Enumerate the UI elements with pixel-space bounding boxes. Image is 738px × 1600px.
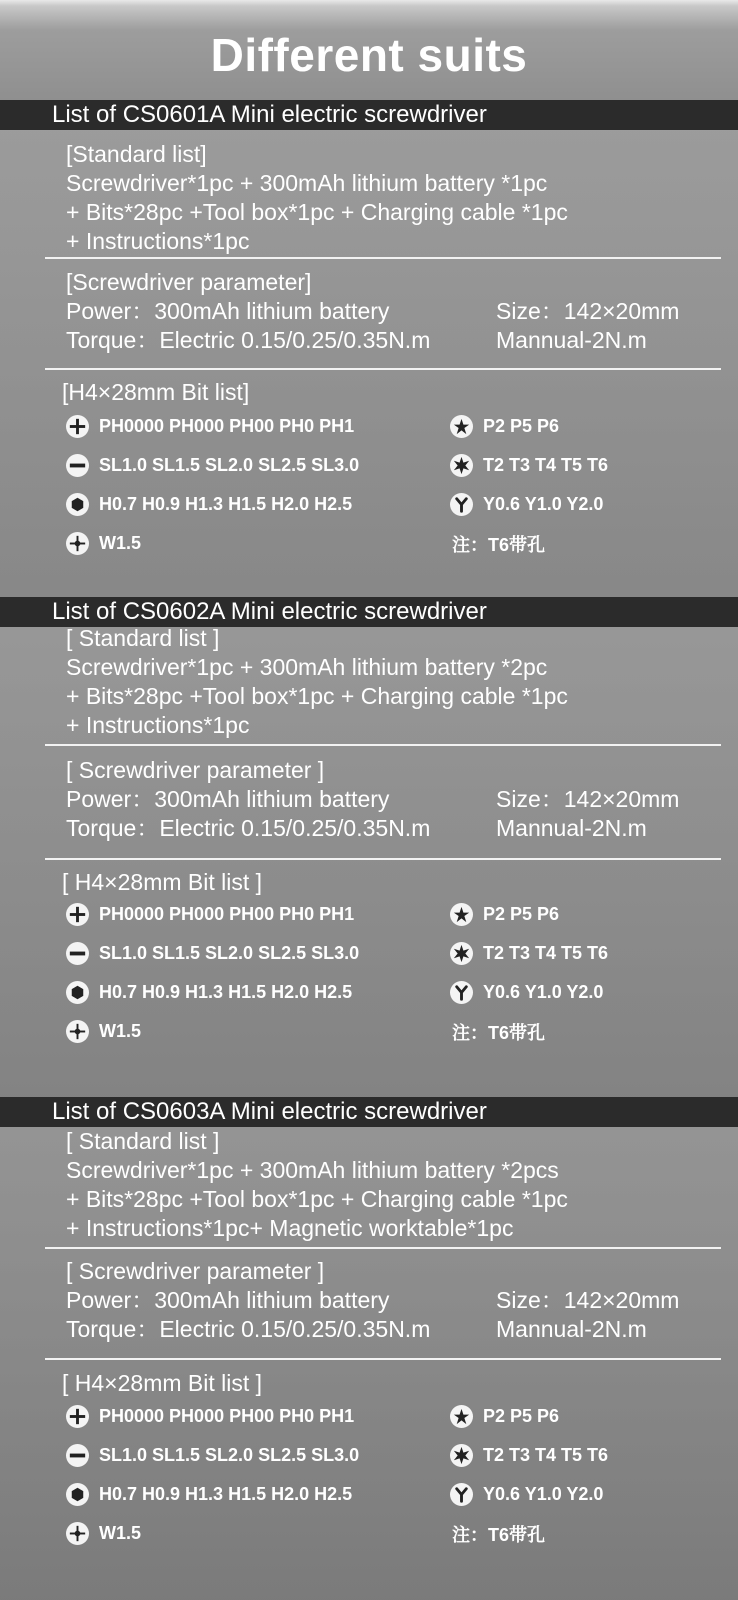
section-cs0602a xyxy=(0,597,738,1097)
standard-line: + Instructions*1pc+ Magnetic worktable*1pc xyxy=(66,1215,514,1241)
divider xyxy=(45,1358,721,1360)
pentalobe-bits: P2 P5 P6 xyxy=(483,904,560,924)
slotted-bits: SL1.0 SL1.5 SL2.0 SL2.5 SL3.0 xyxy=(99,455,360,475)
phillips-bits: PH0000 PH000 PH00 PH0 PH1 xyxy=(99,1406,355,1426)
hex-bits: H0.7 H0.9 H1.3 H1.5 H2.0 H2.5 xyxy=(99,982,353,1002)
tri-wing-bits: Y0.6 Y1.0 Y2.0 xyxy=(483,982,604,1002)
phillips-icon xyxy=(66,1405,89,1428)
tri-wing-icon xyxy=(450,493,473,516)
standard-line: + Instructions*1pc xyxy=(66,228,250,254)
slotted-icon xyxy=(66,942,89,965)
standard-list xyxy=(66,140,706,256)
torx-icon xyxy=(450,942,473,965)
tri-wing-icon xyxy=(450,981,473,1004)
parameter-list xyxy=(66,268,706,355)
cross-w-icon xyxy=(66,532,89,555)
bit-list xyxy=(66,407,706,563)
standard-line: Screwdriver*1pc + 300mAh lithium battery *2pc xyxy=(66,654,548,680)
hex-icon xyxy=(66,493,89,516)
torque-spec: Torque：Electric 0.15/0.25/0.35N.m xyxy=(66,815,431,841)
hex-bits: H0.7 H0.9 H1.3 H1.5 H2.0 H2.5 xyxy=(99,1484,353,1504)
cross-w-icon xyxy=(66,1522,89,1545)
phillips-icon xyxy=(66,415,89,438)
section-header: List of CS0601A Mini electric screwdriver xyxy=(52,101,487,128)
bit-list-title: [H4×28mm Bit list] xyxy=(62,379,250,405)
power-spec: Power：300mAh lithium battery xyxy=(66,1287,390,1313)
pentalobe-bits: P2 P5 P6 xyxy=(483,416,560,436)
standard-list xyxy=(66,624,706,740)
size-spec: Size：142×20mm xyxy=(496,786,680,812)
page-title: Different suits xyxy=(210,29,528,81)
divider xyxy=(45,368,721,370)
standard-line: Screwdriver*1pc + 300mAh lithium battery *2pcs xyxy=(66,1157,559,1183)
cross-w-bits: W1.5 xyxy=(99,533,142,553)
pentalobe-icon xyxy=(450,903,473,926)
standard-line: + Bits*28pc +Tool box*1pc + Charging cable *1pc xyxy=(66,199,568,225)
cross-w-icon xyxy=(66,1020,89,1043)
section-header-bar xyxy=(0,597,738,627)
page-title-banner xyxy=(0,0,738,100)
hex-icon xyxy=(66,981,89,1004)
standard-list-title: [ Standard list ] xyxy=(66,1128,220,1154)
parameter-title: [ Screwdriver parameter ] xyxy=(66,1258,325,1284)
cross-w-bits: W1.5 xyxy=(99,1021,142,1041)
bit-note: 注：T6带孔 xyxy=(452,1524,546,1545)
manual-torque-spec: Mannual-2N.m xyxy=(496,327,647,353)
power-spec: Power：300mAh lithium battery xyxy=(66,786,390,812)
section-header: List of CS0603A Mini electric screwdriver xyxy=(52,1098,487,1125)
power-spec: Power：300mAh lithium battery xyxy=(66,298,390,324)
torx-bits: T2 T3 T4 T5 T6 xyxy=(483,455,609,475)
slotted-bits: SL1.0 SL1.5 SL2.0 SL2.5 SL3.0 xyxy=(99,1445,360,1465)
phillips-bits: PH0000 PH000 PH00 PH0 PH1 xyxy=(99,416,355,436)
divider xyxy=(45,858,721,860)
tri-wing-bits: Y0.6 Y1.0 Y2.0 xyxy=(483,1484,604,1504)
torx-icon xyxy=(450,454,473,477)
standard-line: Screwdriver*1pc + 300mAh lithium battery *1pc xyxy=(66,170,548,196)
section-header: List of CS0602A Mini electric screwdriver xyxy=(52,598,487,625)
tri-wing-bits: Y0.6 Y1.0 Y2.0 xyxy=(483,494,604,514)
standard-list xyxy=(66,1127,706,1243)
torx-bits: T2 T3 T4 T5 T6 xyxy=(483,943,609,963)
pentalobe-icon xyxy=(450,1405,473,1428)
size-spec: Size：142×20mm xyxy=(496,1287,680,1313)
divider xyxy=(45,1247,721,1249)
hex-bits: H0.7 H0.9 H1.3 H1.5 H2.0 H2.5 xyxy=(99,494,353,514)
bit-list xyxy=(66,895,706,1051)
parameter-title: [ Screwdriver parameter ] xyxy=(66,757,325,783)
parameter-list xyxy=(66,756,706,843)
standard-line: + Instructions*1pc xyxy=(66,712,250,738)
parameter-title: [Screwdriver parameter] xyxy=(66,269,312,295)
phillips-bits: PH0000 PH000 PH00 PH0 PH1 xyxy=(99,904,355,924)
torque-spec: Torque：Electric 0.15/0.25/0.35N.m xyxy=(66,1316,431,1342)
parameter-list xyxy=(66,1257,706,1344)
bit-note: 注：T6带孔 xyxy=(452,1022,546,1043)
divider xyxy=(45,744,721,746)
bit-list-title: [ H4×28mm Bit list ] xyxy=(62,869,263,895)
standard-list-title: [ Standard list ] xyxy=(66,625,220,651)
section-cs0601a xyxy=(0,100,738,597)
section-header-bar xyxy=(0,100,738,130)
section-cs0603a xyxy=(0,1097,738,1600)
torx-bits: T2 T3 T4 T5 T6 xyxy=(483,1445,609,1465)
manual-torque-spec: Mannual-2N.m xyxy=(496,815,647,841)
manual-torque-spec: Mannual-2N.m xyxy=(496,1316,647,1342)
bit-list xyxy=(66,1397,706,1553)
torque-spec: Torque：Electric 0.15/0.25/0.35N.m xyxy=(66,327,431,353)
standard-line: + Bits*28pc +Tool box*1pc + Charging cable *1pc xyxy=(66,1186,568,1212)
slotted-bits: SL1.0 SL1.5 SL2.0 SL2.5 SL3.0 xyxy=(99,943,360,963)
slotted-icon xyxy=(66,454,89,477)
slotted-icon xyxy=(66,1444,89,1467)
standard-list-title: [Standard list] xyxy=(66,141,207,167)
section-header-bar xyxy=(0,1097,738,1127)
divider xyxy=(45,257,721,259)
pentalobe-icon xyxy=(450,415,473,438)
cross-w-bits: W1.5 xyxy=(99,1523,142,1543)
size-spec: Size：142×20mm xyxy=(496,298,680,324)
hex-icon xyxy=(66,1483,89,1506)
bit-note: 注：T6带孔 xyxy=(452,534,546,555)
tri-wing-icon xyxy=(450,1483,473,1506)
torx-icon xyxy=(450,1444,473,1467)
phillips-icon xyxy=(66,903,89,926)
standard-line: + Bits*28pc +Tool box*1pc + Charging cable *1pc xyxy=(66,683,568,709)
pentalobe-bits: P2 P5 P6 xyxy=(483,1406,560,1426)
bit-list-title: [ H4×28mm Bit list ] xyxy=(62,1370,263,1396)
